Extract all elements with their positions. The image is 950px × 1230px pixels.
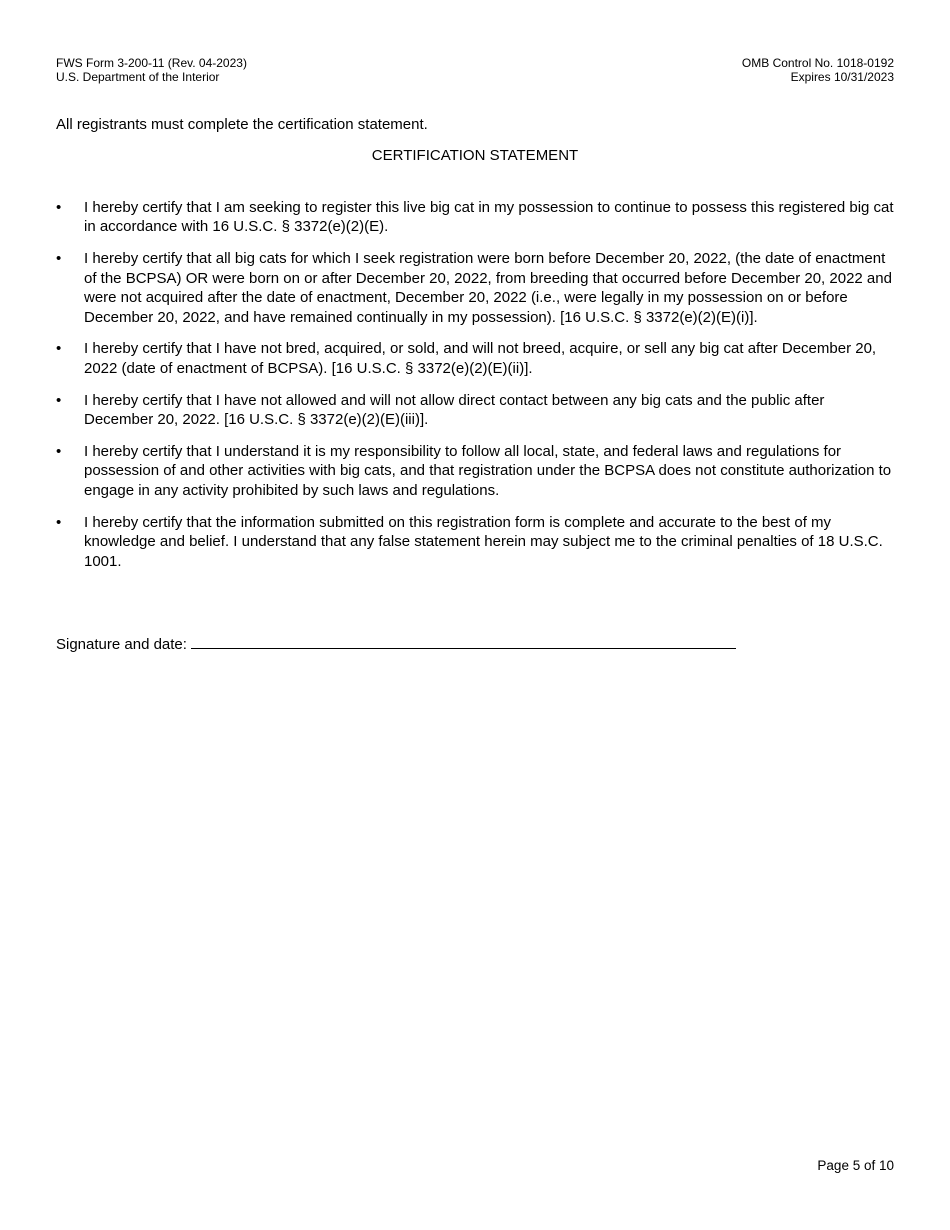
signature-field[interactable] (191, 634, 736, 649)
certification-item (56, 198, 896, 237)
signature-label: Signature and date: (56, 636, 187, 653)
certification-item (56, 249, 896, 327)
expiration-date: Expires 10/31/2023 (790, 70, 894, 84)
certification-item (56, 391, 896, 430)
certification-item (56, 442, 896, 500)
page-number: Page 5 of 10 (817, 1158, 894, 1173)
certification-text: I hereby certify that I have not bred, acquired, or sold, and will not breed, acquire, or sell any big cat after December 20, 2022 (date of enactment of BCPSA). [16 U.S.C. § 3372(e)(2)(E)(ii)]. (84, 340, 877, 377)
form-header-right (742, 56, 894, 84)
certification-text: I hereby certify that all big cats for which I seek registration were born before December 20, 2022, (the date of enactment of the BCPSA) OR were born on or after December 20, 2022, from breeding that occurred before December 20, 2022 and were not acquired after the date of enactment, December 20, 2022 (i.e., were legally in my possession on or before December 20, 2022, and have remained continually in my possession). [16 U.S.C. § 3372(e)(2)(E)(i)]. (84, 250, 892, 326)
certification-list (56, 198, 896, 584)
bullet-icon: • (56, 513, 62, 531)
bullet-icon: • (56, 391, 62, 409)
omb-control-number: OMB Control No. 1018-0192 (741, 56, 894, 70)
certification-title: CERTIFICATION STATEMENT (371, 147, 579, 164)
bullet-icon: • (56, 340, 62, 358)
certification-item (56, 513, 896, 571)
certification-text: I hereby certify that I have not allowed and will not allow direct contact between any big cats and the public after December 20, 2022. [16 U.S.C. § 3372(e)(2)(E)(iii)]. (84, 391, 825, 429)
certification-text: I hereby certify that I am seeking to register this live big cat in my possession to continue to possess this registered big cat in accordance with 16 U.S.C. § 3372(e)(2)(E). (84, 199, 894, 236)
certification-item (56, 339, 896, 378)
form-header-left (56, 56, 247, 84)
department-name: U.S. Department of the Interior (56, 70, 220, 84)
form-number: FWS Form 3-200-11 (Rev. 04-2023) (56, 56, 247, 70)
signature-row (56, 634, 736, 654)
certification-text: I hereby certify that the information submitted on this registration form is complete and accurate to the best of my knowledge and belief. I understand that any false statement herein may subject me to the criminal penalties of 18 U.S.C. 1001. (84, 513, 883, 570)
certification-text: I hereby certify that I understand it is my responsibility to follow all local, state, and federal laws and regulations for possession of and other activities with big cats, and that registration under the BCPSA does not constitute authorization to engage in any activity prohibited by such laws and regulations. (84, 443, 892, 499)
bullet-icon: • (56, 250, 62, 268)
intro-text: All registrants must complete the certification statement. (56, 116, 428, 133)
bullet-icon: • (56, 443, 62, 461)
bullet-icon: • (56, 199, 62, 216)
